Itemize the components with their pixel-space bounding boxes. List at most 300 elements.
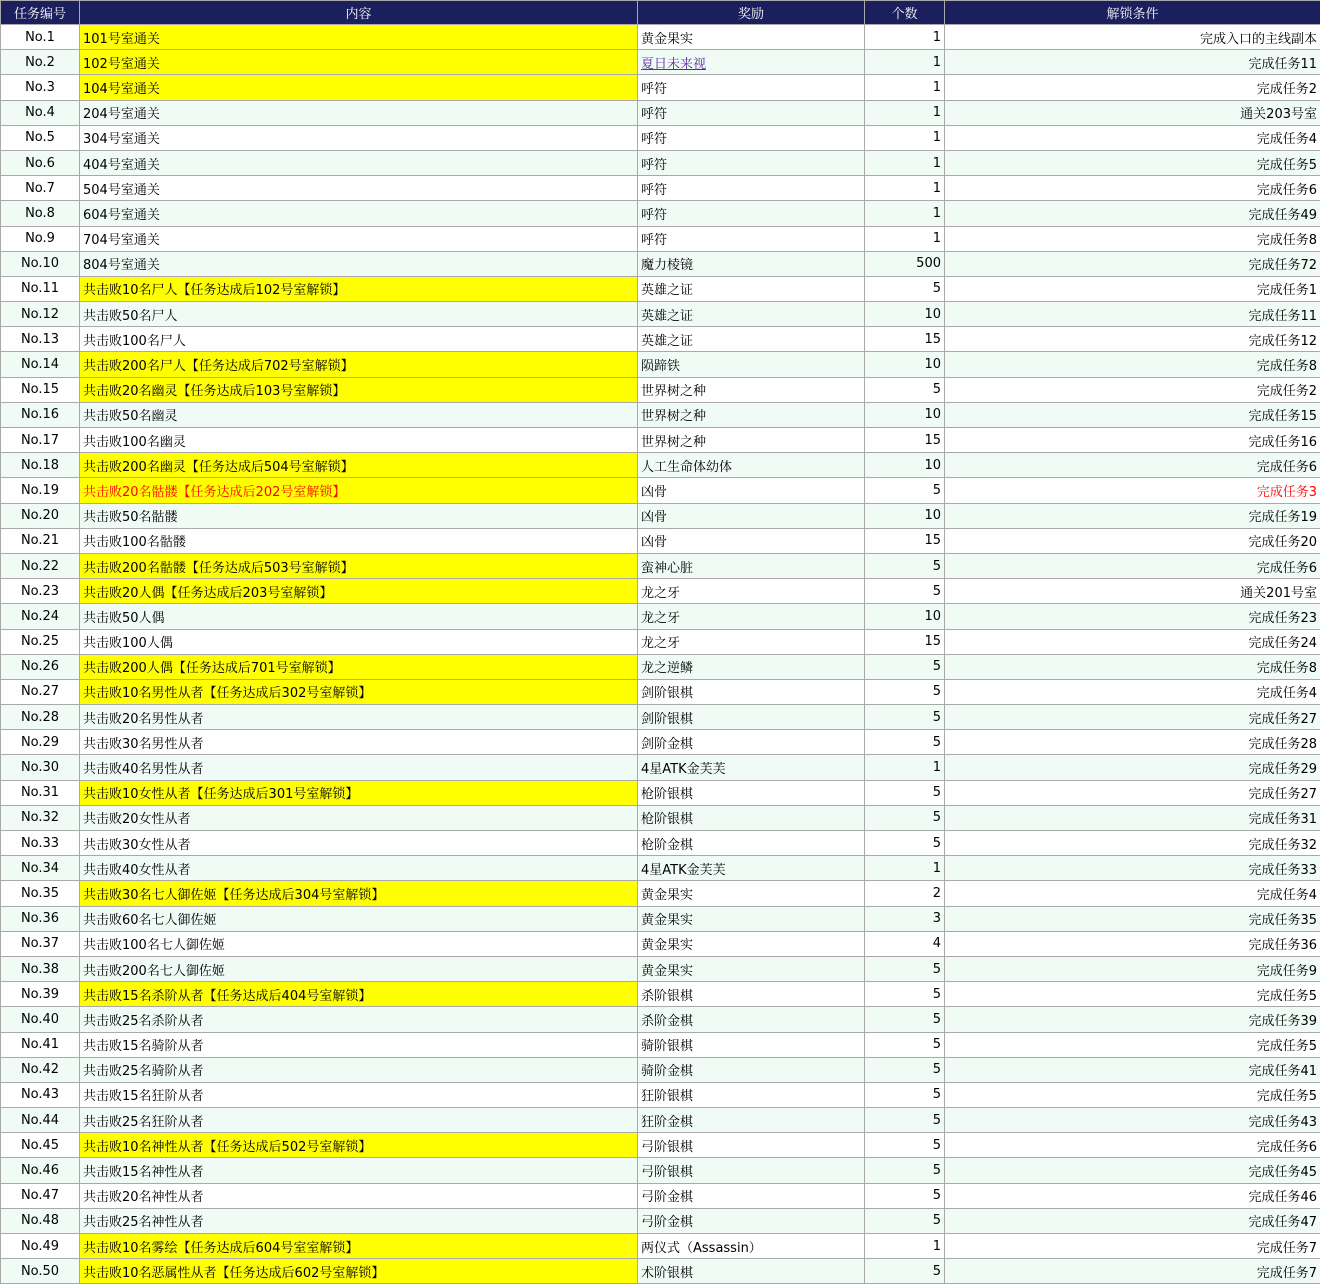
table-row (1, 25, 1320, 50)
quest-content-cell: 共击败40名男性从者 (80, 755, 638, 780)
quest-number-cell: No.41 (1, 1032, 80, 1057)
unlock-condition-cell: 完成任务5 (945, 1082, 1320, 1107)
unlock-condition-cell: 完成任务7 (945, 1234, 1320, 1259)
unlock-condition-cell: 完成任务6 (945, 453, 1320, 478)
quest-content-cell: 102号室通关 (80, 50, 638, 75)
table-row (1, 1183, 1320, 1208)
quest-content-cell: 共击败60名七人御佐姬 (80, 906, 638, 931)
count-cell: 5 (865, 1108, 945, 1133)
reward-link[interactable]: 夏日未来视 (641, 56, 707, 72)
reward-cell: 骑阶金棋 (638, 1057, 865, 1082)
reward-cell: 黄金果实 (638, 906, 865, 931)
table-row (1, 1158, 1320, 1183)
reward-cell: 陨蹄铁 (638, 352, 865, 377)
quest-content-cell: 共击败50名尸人 (80, 302, 638, 327)
quest-number-cell: No.9 (1, 226, 80, 251)
header-unlock-condition: 解锁条件 (945, 1, 1320, 25)
unlock-condition-cell: 完成任务39 (945, 1007, 1320, 1032)
reward-cell: 呼符 (638, 125, 865, 150)
count-cell: 5 (865, 478, 945, 503)
quest-number-cell: No.1 (1, 25, 80, 50)
unlock-condition-cell: 完成任务41 (945, 1057, 1320, 1082)
reward-cell: 狂阶银棋 (638, 1082, 865, 1107)
count-cell: 10 (865, 453, 945, 478)
quest-number-cell: No.18 (1, 453, 80, 478)
reward-cell: 龙之牙 (638, 604, 865, 629)
unlock-condition-cell: 完成任务72 (945, 251, 1320, 276)
unlock-condition-cell: 完成任务16 (945, 428, 1320, 453)
reward-cell: 龙之逆鳞 (638, 654, 865, 679)
reward-cell: 蛮神心脏 (638, 553, 865, 578)
quest-content-cell: 共击败10名恶属性从者【任务达成后602号室解锁】 (80, 1259, 638, 1284)
reward-cell: 剑阶银棋 (638, 705, 865, 730)
unlock-condition-cell: 完成任务31 (945, 805, 1320, 830)
quest-content-cell: 共击败25名骑阶从者 (80, 1057, 638, 1082)
count-cell: 1 (865, 75, 945, 100)
count-cell: 5 (865, 805, 945, 830)
quest-number-cell: No.21 (1, 528, 80, 553)
quest-content-cell: 共击败25名狂阶从者 (80, 1108, 638, 1133)
reward-cell: 呼符 (638, 75, 865, 100)
unlock-condition-cell: 完成任务6 (945, 553, 1320, 578)
quest-number-cell: No.38 (1, 956, 80, 981)
quest-number-cell: No.14 (1, 352, 80, 377)
table-row (1, 528, 1320, 553)
table-row (1, 453, 1320, 478)
reward-cell: 杀阶金棋 (638, 1007, 865, 1032)
table-row (1, 831, 1320, 856)
table-row (1, 1259, 1320, 1284)
quest-content-cell: 共击败30名七人御佐姬【任务达成后304号室解锁】 (80, 881, 638, 906)
quest-number-cell: No.28 (1, 705, 80, 730)
quest-content-cell: 共击败40女性从者 (80, 856, 638, 881)
table-row (1, 1032, 1320, 1057)
quest-content-cell: 共击败200人偶【任务达成后701号室解锁】 (80, 654, 638, 679)
count-cell: 5 (865, 982, 945, 1007)
reward-cell: 龙之牙 (638, 579, 865, 604)
quest-content-cell: 共击败200名骷髅【任务达成后503号室解锁】 (80, 553, 638, 578)
reward-cell: 骑阶银棋 (638, 1032, 865, 1057)
quest-content-cell: 704号室通关 (80, 226, 638, 251)
reward-cell: 英雄之证 (638, 327, 865, 352)
unlock-condition-cell: 完成任务19 (945, 503, 1320, 528)
header-reward: 奖励 (638, 1, 865, 25)
reward-cell: 4星ATK金芙芙 (638, 755, 865, 780)
quest-content-cell: 404号室通关 (80, 150, 638, 175)
quest-number-cell: No.2 (1, 50, 80, 75)
unlock-condition-cell: 完成任务11 (945, 50, 1320, 75)
count-cell: 5 (865, 1057, 945, 1082)
reward-cell: 弓阶银棋 (638, 1158, 865, 1183)
count-cell: 15 (865, 528, 945, 553)
table-row (1, 654, 1320, 679)
reward-cell: 英雄之证 (638, 302, 865, 327)
count-cell: 10 (865, 352, 945, 377)
quest-number-cell: No.37 (1, 931, 80, 956)
quest-content-cell: 共击败15名骑阶从者 (80, 1032, 638, 1057)
quest-content-cell: 共击败25名杀阶从者 (80, 1007, 638, 1032)
unlock-condition-cell: 完成任务8 (945, 226, 1320, 251)
unlock-condition-cell: 完成任务1 (945, 276, 1320, 301)
reward-cell: 术阶银棋 (638, 1259, 865, 1284)
quest-content-cell: 共击败20人偶【任务达成后203号室解锁】 (80, 579, 638, 604)
count-cell: 1 (865, 100, 945, 125)
table-body (1, 25, 1320, 1284)
reward-cell: 龙之牙 (638, 629, 865, 654)
table-row (1, 50, 1320, 75)
header-quest-number: 任务编号 (1, 1, 80, 25)
table-row (1, 503, 1320, 528)
unlock-condition-cell: 完成任务7 (945, 1259, 1320, 1284)
table-row (1, 956, 1320, 981)
count-cell: 5 (865, 956, 945, 981)
reward-cell: 凶骨 (638, 528, 865, 553)
count-cell: 5 (865, 579, 945, 604)
quest-number-cell: No.50 (1, 1259, 80, 1284)
unlock-condition-cell: 完成任务36 (945, 931, 1320, 956)
reward-cell: 弓阶金棋 (638, 1183, 865, 1208)
count-cell: 10 (865, 402, 945, 427)
table-row (1, 1007, 1320, 1032)
quest-content-cell: 共击败30名男性从者 (80, 730, 638, 755)
table-row (1, 1082, 1320, 1107)
unlock-condition-cell: 完成任务33 (945, 856, 1320, 881)
unlock-condition-cell: 完成任务15 (945, 402, 1320, 427)
table-row (1, 125, 1320, 150)
unlock-condition-cell: 完成任务47 (945, 1208, 1320, 1233)
reward-cell: 狂阶金棋 (638, 1108, 865, 1133)
quest-content-cell: 共击败200名幽灵【任务达成后504号室解锁】 (80, 453, 638, 478)
quest-number-cell: No.8 (1, 201, 80, 226)
quest-number-cell: No.39 (1, 982, 80, 1007)
table-row (1, 352, 1320, 377)
quest-number-cell: No.23 (1, 579, 80, 604)
reward-cell: 枪阶金棋 (638, 831, 865, 856)
quest-content-cell: 共击败100名幽灵 (80, 428, 638, 453)
table-row (1, 579, 1320, 604)
unlock-condition-cell: 完成任务8 (945, 654, 1320, 679)
unlock-condition-cell: 完成任务2 (945, 377, 1320, 402)
unlock-condition-cell: 完成任务5 (945, 982, 1320, 1007)
quest-content-cell: 共击败20名神性从者 (80, 1183, 638, 1208)
quest-number-cell: No.29 (1, 730, 80, 755)
count-cell: 5 (865, 730, 945, 755)
quest-number-cell: No.20 (1, 503, 80, 528)
count-cell: 5 (865, 1007, 945, 1032)
quest-number-cell: No.36 (1, 906, 80, 931)
quest-content-cell: 共击败50名幽灵 (80, 402, 638, 427)
quest-number-cell: No.19 (1, 478, 80, 503)
count-cell: 10 (865, 302, 945, 327)
table-row (1, 150, 1320, 175)
unlock-condition-cell: 完成任务23 (945, 604, 1320, 629)
count-cell: 5 (865, 1082, 945, 1107)
quest-number-cell: No.13 (1, 327, 80, 352)
unlock-condition-cell: 完成任务2 (945, 75, 1320, 100)
count-cell: 5 (865, 276, 945, 301)
reward-cell: 黄金果实 (638, 931, 865, 956)
quest-number-cell: No.34 (1, 856, 80, 881)
unlock-condition-cell: 完成入口的主线副本 (945, 25, 1320, 50)
table-row (1, 629, 1320, 654)
count-cell: 5 (865, 377, 945, 402)
unlock-condition-cell: 完成任务4 (945, 125, 1320, 150)
quest-content-cell: 101号室通关 (80, 25, 638, 50)
count-cell: 1 (865, 176, 945, 201)
table-row (1, 201, 1320, 226)
table-row (1, 679, 1320, 704)
reward-cell: 凶骨 (638, 503, 865, 528)
count-cell: 5 (865, 1208, 945, 1233)
table-row (1, 478, 1320, 503)
quest-number-cell: No.11 (1, 276, 80, 301)
quest-content-cell: 共击败10名尸人【任务达成后102号室解锁】 (80, 276, 638, 301)
count-cell: 5 (865, 553, 945, 578)
quest-number-cell: No.48 (1, 1208, 80, 1233)
unlock-condition-cell: 完成任务27 (945, 780, 1320, 805)
count-cell: 10 (865, 503, 945, 528)
table-row (1, 302, 1320, 327)
table-row (1, 428, 1320, 453)
count-cell: 1 (865, 125, 945, 150)
reward-cell: 凶骨 (638, 478, 865, 503)
unlock-condition-cell: 完成任务27 (945, 705, 1320, 730)
count-cell: 5 (865, 1158, 945, 1183)
header-content: 内容 (80, 1, 638, 25)
reward-cell: 呼符 (638, 100, 865, 125)
quest-content-cell: 共击败100名七人御佐姬 (80, 931, 638, 956)
reward-cell: 呼符 (638, 176, 865, 201)
unlock-condition-cell: 完成任务20 (945, 528, 1320, 553)
unlock-condition-cell: 完成任务46 (945, 1183, 1320, 1208)
count-cell: 1 (865, 150, 945, 175)
quest-content-cell: 共击败15名神性从者 (80, 1158, 638, 1183)
quest-content-cell: 共击败30女性从者 (80, 831, 638, 856)
unlock-condition-cell: 完成任务35 (945, 906, 1320, 931)
reward-cell: 黄金果实 (638, 956, 865, 981)
quest-number-cell: No.7 (1, 176, 80, 201)
table-row (1, 856, 1320, 881)
table-row (1, 906, 1320, 931)
quest-number-cell: No.45 (1, 1133, 80, 1158)
unlock-condition-cell: 完成任务45 (945, 1158, 1320, 1183)
count-cell: 1 (865, 856, 945, 881)
quest-number-cell: No.42 (1, 1057, 80, 1082)
quest-content-cell: 共击败15名杀阶从者【任务达成后404号室解锁】 (80, 982, 638, 1007)
table-row (1, 881, 1320, 906)
quest-content-cell: 共击败10名男性从者【任务达成后302号室解锁】 (80, 679, 638, 704)
reward-cell: 世界树之种 (638, 428, 865, 453)
count-cell: 5 (865, 1183, 945, 1208)
quest-number-cell: No.26 (1, 654, 80, 679)
reward-cell: 呼符 (638, 201, 865, 226)
quest-number-cell: No.33 (1, 831, 80, 856)
quest-content-cell: 共击败10女性从者【任务达成后301号室解锁】 (80, 780, 638, 805)
quest-number-cell: No.40 (1, 1007, 80, 1032)
reward-cell: 杀阶银棋 (638, 982, 865, 1007)
unlock-condition-cell: 完成任务4 (945, 881, 1320, 906)
quest-number-cell: No.31 (1, 780, 80, 805)
count-cell: 15 (865, 428, 945, 453)
reward-cell: 黄金果实 (638, 881, 865, 906)
quest-content-cell: 604号室通关 (80, 201, 638, 226)
quest-content-cell: 504号室通关 (80, 176, 638, 201)
reward-cell: 4星ATK金芙芙 (638, 856, 865, 881)
quest-content-cell: 共击败20名骷髅【任务达成后202号室解锁】 (80, 478, 638, 503)
reward-cell: 英雄之证 (638, 276, 865, 301)
quest-content-cell: 共击败200名尸人【任务达成后702号室解锁】 (80, 352, 638, 377)
unlock-condition-cell: 完成任务6 (945, 176, 1320, 201)
unlock-condition-cell: 完成任务5 (945, 150, 1320, 175)
table-row (1, 377, 1320, 402)
reward-cell: 世界树之种 (638, 377, 865, 402)
reward-cell: 黄金果实 (638, 25, 865, 50)
quest-number-cell: No.32 (1, 805, 80, 830)
quest-number-cell: No.10 (1, 251, 80, 276)
unlock-condition-cell: 完成任务29 (945, 755, 1320, 780)
quest-number-cell: No.4 (1, 100, 80, 125)
table-row (1, 1057, 1320, 1082)
quest-content-cell: 804号室通关 (80, 251, 638, 276)
count-cell: 1 (865, 755, 945, 780)
reward-cell: 呼符 (638, 226, 865, 251)
table-row (1, 553, 1320, 578)
quest-content-cell: 共击败20名男性从者 (80, 705, 638, 730)
table-row (1, 780, 1320, 805)
table-row (1, 1133, 1320, 1158)
count-cell: 5 (865, 1259, 945, 1284)
reward-cell: 呼符 (638, 150, 865, 175)
count-cell: 2 (865, 881, 945, 906)
reward-cell: 两仪式（Assassin） (638, 1234, 865, 1259)
table-row (1, 604, 1320, 629)
count-cell: 10 (865, 604, 945, 629)
quest-number-cell: No.5 (1, 125, 80, 150)
quest-number-cell: No.3 (1, 75, 80, 100)
quest-content-cell: 共击败100名尸人 (80, 327, 638, 352)
unlock-condition-cell: 完成任务6 (945, 1133, 1320, 1158)
reward-cell: 人工生命体幼体 (638, 453, 865, 478)
count-cell: 5 (865, 1133, 945, 1158)
count-cell: 15 (865, 629, 945, 654)
quest-number-cell: No.44 (1, 1108, 80, 1133)
quest-content-cell: 共击败10名雾绘【任务达成后604号室室解锁】 (80, 1234, 638, 1259)
table-row (1, 982, 1320, 1007)
quest-content-cell: 共击败50人偶 (80, 604, 638, 629)
unlock-condition-cell: 完成任务24 (945, 629, 1320, 654)
table-header (1, 1, 1320, 25)
quest-number-cell: No.47 (1, 1183, 80, 1208)
count-cell: 5 (865, 705, 945, 730)
quest-number-cell: No.49 (1, 1234, 80, 1259)
count-cell: 5 (865, 679, 945, 704)
count-cell: 5 (865, 780, 945, 805)
quest-content-cell: 共击败20女性从者 (80, 805, 638, 830)
count-cell: 500 (865, 251, 945, 276)
count-cell: 1 (865, 25, 945, 50)
table-row (1, 705, 1320, 730)
quest-number-cell: No.22 (1, 553, 80, 578)
table-row (1, 755, 1320, 780)
quest-content-cell: 共击败100人偶 (80, 629, 638, 654)
table-row (1, 327, 1320, 352)
reward-cell (638, 50, 865, 75)
unlock-condition-cell: 通关203号室 (945, 100, 1320, 125)
reward-cell: 枪阶银棋 (638, 805, 865, 830)
unlock-condition-cell: 完成任务3 (945, 478, 1320, 503)
quest-number-cell: No.24 (1, 604, 80, 629)
unlock-condition-cell: 通关201号室 (945, 579, 1320, 604)
table-row (1, 730, 1320, 755)
quest-number-cell: No.35 (1, 881, 80, 906)
quest-number-cell: No.46 (1, 1158, 80, 1183)
unlock-condition-cell: 完成任务12 (945, 327, 1320, 352)
quest-content-cell: 共击败15名狂阶从者 (80, 1082, 638, 1107)
unlock-condition-cell: 完成任务11 (945, 302, 1320, 327)
quest-number-cell: No.15 (1, 377, 80, 402)
table-row (1, 176, 1320, 201)
reward-cell: 世界树之种 (638, 402, 865, 427)
quest-number-cell: No.27 (1, 679, 80, 704)
reward-cell: 弓阶银棋 (638, 1133, 865, 1158)
quest-number-cell: No.16 (1, 402, 80, 427)
table-row (1, 276, 1320, 301)
quest-content-cell: 204号室通关 (80, 100, 638, 125)
quest-content-cell: 104号室通关 (80, 75, 638, 100)
quest-number-cell: No.17 (1, 428, 80, 453)
quest-number-cell: No.12 (1, 302, 80, 327)
quest-content-cell: 共击败20名幽灵【任务达成后103号室解锁】 (80, 377, 638, 402)
count-cell: 1 (865, 50, 945, 75)
count-cell: 1 (865, 226, 945, 251)
table-row (1, 226, 1320, 251)
reward-cell: 魔力棱镜 (638, 251, 865, 276)
header-count: 个数 (865, 1, 945, 25)
table-row (1, 1108, 1320, 1133)
unlock-condition-cell: 完成任务4 (945, 679, 1320, 704)
count-cell: 5 (865, 831, 945, 856)
quest-content-cell: 共击败10名神性从者【任务达成后502号室解锁】 (80, 1133, 638, 1158)
quest-content-cell: 304号室通关 (80, 125, 638, 150)
unlock-condition-cell: 完成任务32 (945, 831, 1320, 856)
header-row (1, 1, 1320, 25)
quest-content-cell: 共击败50名骷髅 (80, 503, 638, 528)
count-cell: 3 (865, 906, 945, 931)
quest-number-cell: No.43 (1, 1082, 80, 1107)
count-cell: 5 (865, 1032, 945, 1057)
unlock-condition-cell: 完成任务43 (945, 1108, 1320, 1133)
table-row (1, 1208, 1320, 1233)
table-row (1, 402, 1320, 427)
count-cell: 15 (865, 327, 945, 352)
table-row (1, 251, 1320, 276)
table-row (1, 805, 1320, 830)
table-row (1, 931, 1320, 956)
count-cell: 1 (865, 1234, 945, 1259)
unlock-condition-cell: 完成任务49 (945, 201, 1320, 226)
unlock-condition-cell: 完成任务28 (945, 730, 1320, 755)
reward-cell: 剑阶银棋 (638, 679, 865, 704)
quest-number-cell: No.30 (1, 755, 80, 780)
reward-cell: 枪阶银棋 (638, 780, 865, 805)
quest-number-cell: No.6 (1, 150, 80, 175)
table-row (1, 75, 1320, 100)
unlock-condition-cell: 完成任务9 (945, 956, 1320, 981)
quest-content-cell: 共击败25名神性从者 (80, 1208, 638, 1233)
quest-content-cell: 共击败100名骷髅 (80, 528, 638, 553)
count-cell: 4 (865, 931, 945, 956)
reward-cell: 剑阶金棋 (638, 730, 865, 755)
